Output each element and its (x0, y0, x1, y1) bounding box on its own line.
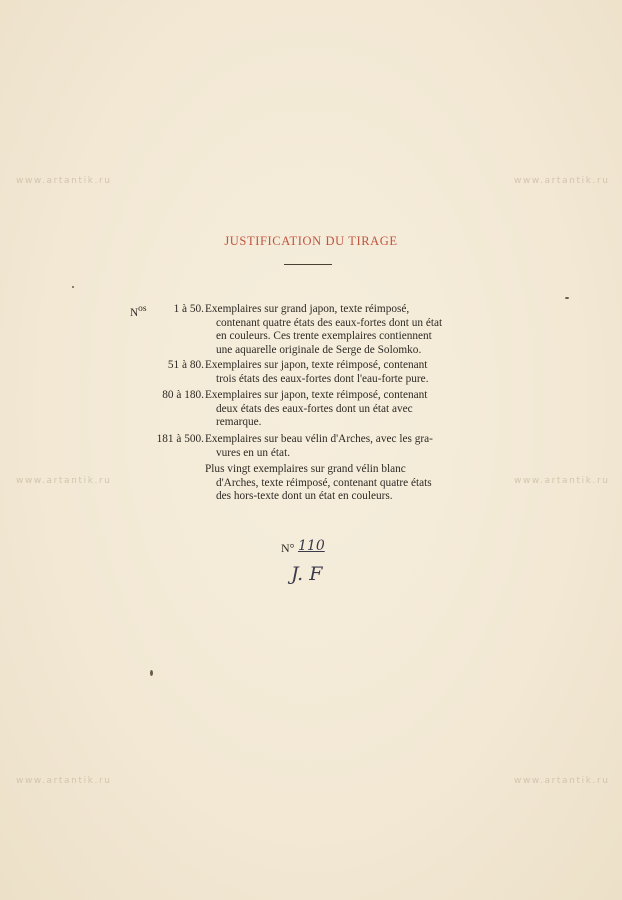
entry-prefix: $N^{os}$ (130, 304, 147, 319)
entry-range: 181 à 500. (156, 433, 204, 445)
handwritten-initials: J. F (291, 563, 323, 585)
watermark: www.artantik.ru (514, 176, 610, 186)
watermark: www.artantik.ru (16, 776, 112, 786)
page-title: JUSTIFICATION DU TIRAGE (224, 234, 398, 248)
watermark: www.artantik.ru (514, 476, 610, 486)
entry-range: 1 à 50. (173, 303, 204, 315)
entry-text: Exemplaires sur japon, texte réimposé, contenant trois états des eaux-fortes dont l'eau-forte pure. (205, 359, 429, 385)
entry-text: Exemplaires sur beau vélin d'Arches, avec les gra- vures en un état. (205, 433, 433, 459)
paper-speck (565, 297, 569, 299)
watermark: www.artantik.ru (16, 476, 112, 486)
title-rule (284, 264, 332, 265)
watermark: www.artantik.ru (16, 176, 112, 186)
entry-range: 80 à 180. (162, 389, 204, 401)
entry-text: Exemplaires sur grand japon, texte réimposé, contenant quatre états des eaux-fortes dont un état en couleurs. Ces trente exemplaires contiennent une aquarelle originale de Serge de Solomko. (205, 303, 443, 356)
copy-number-handwritten: 110 (298, 538, 325, 554)
entry-text: Exemplaires sur japon, texte réimposé, contenant deux états des eaux-fortes dont un état avec remarque. (205, 389, 428, 429)
paper-speck (72, 286, 74, 288)
paper-speck (150, 670, 153, 676)
watermark: www.artantik.ru (514, 776, 610, 786)
entry-range: 51 à 80. (167, 359, 204, 371)
copy-number-label: N° (281, 541, 295, 555)
entry-text: Plus vingt exemplaires sur grand vélin blanc d'Arches, texte réimposé, contenant quatre états des hors-texte dont un état en couleurs. (205, 463, 432, 503)
